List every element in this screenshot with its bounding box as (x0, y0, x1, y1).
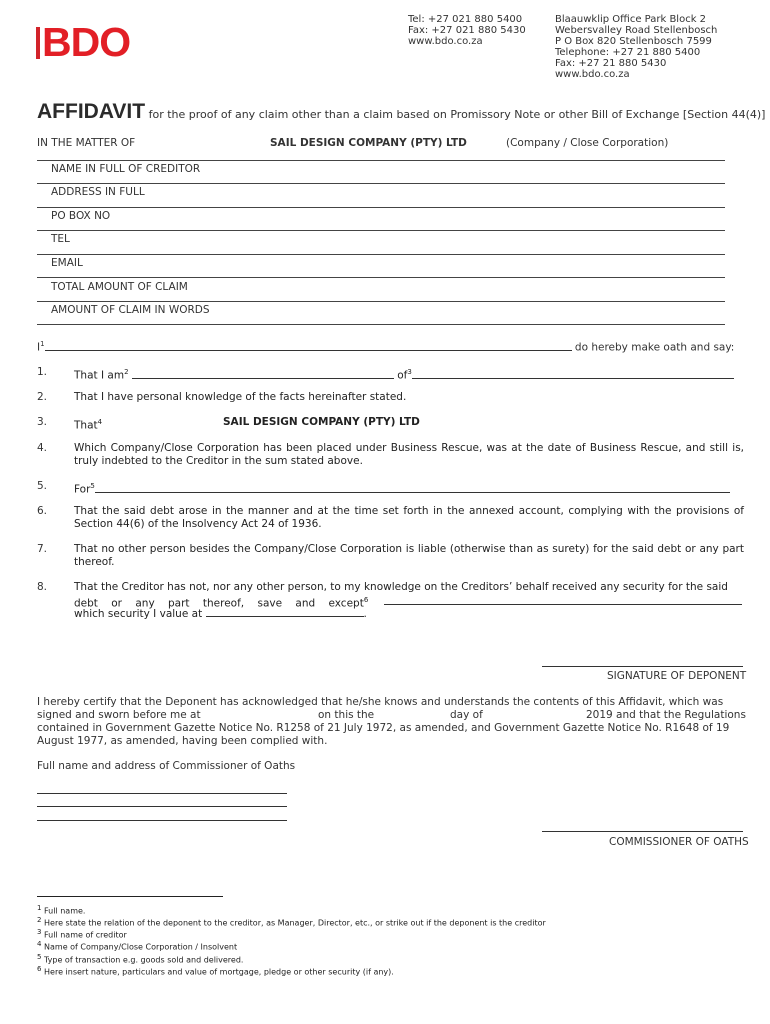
field-amount-words: AMOUNT OF CLAIM IN WORDS (51, 304, 210, 316)
relation-blank[interactable] (132, 369, 394, 379)
commissioner-label: Full name and address of Commissioner of Oaths (37, 760, 296, 772)
logo-text: BDO (42, 19, 131, 65)
contact-web: www.bdo.co.za (408, 36, 483, 47)
affidavit-title (37, 100, 765, 124)
commissioner-signature-line[interactable] (542, 831, 743, 832)
footnotes (37, 904, 546, 977)
address-line: P O Box 820 Stellenbosch 7599 (555, 36, 712, 47)
contact-fax: Fax: +27 021 880 5430 (408, 25, 526, 36)
footnote: $^3$ Full name of creditor (37, 928, 127, 940)
address-line: Blaauwklip Office Park Block 2 (555, 14, 707, 25)
transaction-blank[interactable] (95, 483, 730, 493)
field-creditor-name: NAME IN FULL OF CREDITOR (51, 163, 201, 175)
deponent-signature-line[interactable] (542, 666, 743, 667)
address-line: Webersvalley Road Stellenbosch (555, 25, 718, 36)
deponent-name-blank[interactable] (45, 341, 572, 351)
contact-tel: Tel: +27 021 880 5400 (408, 14, 523, 25)
footnote: $^4$ Name of Company/Close Corporation / Insolvent (37, 940, 238, 953)
matter-type: (Company / Close Corporation) (506, 137, 669, 149)
commissioner-line-2[interactable] (37, 806, 287, 807)
footnote: $^5$ Type of transaction e.g. goods sold and delivered. (37, 952, 244, 965)
matter-company: SAIL DESIGN COMPANY (PTY) LTD (270, 137, 467, 149)
signature-deponent-label: SIGNATURE OF DEPONENT (607, 670, 747, 682)
footnote: $^2$ Here state the relation of the deponent to the creditor, as Manager, Director, etc., or strike out if the deponent is the creditor (37, 916, 546, 928)
creditor-blank[interactable] (412, 369, 734, 379)
oath-line: $I^1$ do hereby make oath and say: (37, 340, 735, 354)
item-2: That I have personal knowledge of the facts hereinafter stated. (74, 391, 407, 403)
address-line: www.bdo.co.za (555, 69, 630, 80)
item-1: That I $am^2$ $of^3$ (74, 366, 744, 383)
security-blank[interactable] (384, 595, 742, 605)
item-5: For$^5$ (74, 480, 744, 497)
bdo-logo (36, 19, 140, 65)
certification-text: I hereby certify that the Deponent has acknowledged that he/she knows and understands the contents of this Affidavit, which was signed and sworn before me at on this the day of 2019 and that the Regulations contained in Government Gazette Notice No. R1258 of 21 July 1972, as amended, and Government Gazette Notice No. R1648 of 19 August 1977, as amended, having been complied with. (37, 696, 746, 747)
commissioner-sig-label: COMMISSIONER OF OATHS (609, 836, 749, 848)
field-tel: TEL (51, 233, 70, 245)
footnote-divider (37, 896, 223, 897)
item-6: That the said debt arose in the manner and at the time set forth in the annexed account, complying with the provisions of Section 44(6) of the Insolvency Act 24 of 1936. (74, 505, 744, 530)
item-7: That no other person besides the Company/Close Corporation is liable (otherwise than as surety) for the said debt or any part thereof. (74, 543, 744, 568)
field-address: ADDRESS IN FULL (51, 186, 145, 198)
commissioner-line-3[interactable] (37, 820, 287, 821)
item-3-company: SAIL DESIGN COMPANY (PTY) LTD (223, 416, 420, 428)
field-po-box: PO BOX NO (51, 210, 111, 222)
item-8: That the Creditor has not, nor any other person, to my knowledge on the Creditors’ behalf received any security for the said debt or any part thereof, save and except$^6$ which security I value at . (74, 581, 744, 621)
commissioner-line-1[interactable] (37, 793, 287, 794)
footnote: $^6$ Here insert nature, particulars and value of mortgage, pledge or other security (if any). (37, 964, 394, 977)
address-line: Telephone: +27 21 880 5400 (555, 47, 701, 58)
item-4: Which Company/Close Corporation has been placed under Business Rescue, was at the date of Business Rescue, and still is, truly indebted to the Creditor in the sum stated above. (74, 442, 744, 467)
title-main: AFFIDAVIT (37, 100, 146, 123)
contact-right (555, 14, 717, 80)
title-sub: for the proof of any claim other than a claim based on Promissory Note or other Bill of Exchange [Section 44(4)] (148, 108, 766, 121)
field-email: EMAIL (51, 257, 83, 269)
field-total-amount: TOTAL AMOUNT OF CLAIM (51, 281, 188, 293)
item-3: That$^4$ SAIL DESIGN COMPANY (PTY) LTD (74, 416, 420, 432)
footnote: $^1$ Full name. (37, 904, 86, 916)
contact-left (408, 14, 526, 47)
matter-label: IN THE MATTER OF (37, 137, 136, 149)
address-line: Fax: +27 21 880 5430 (555, 58, 667, 69)
